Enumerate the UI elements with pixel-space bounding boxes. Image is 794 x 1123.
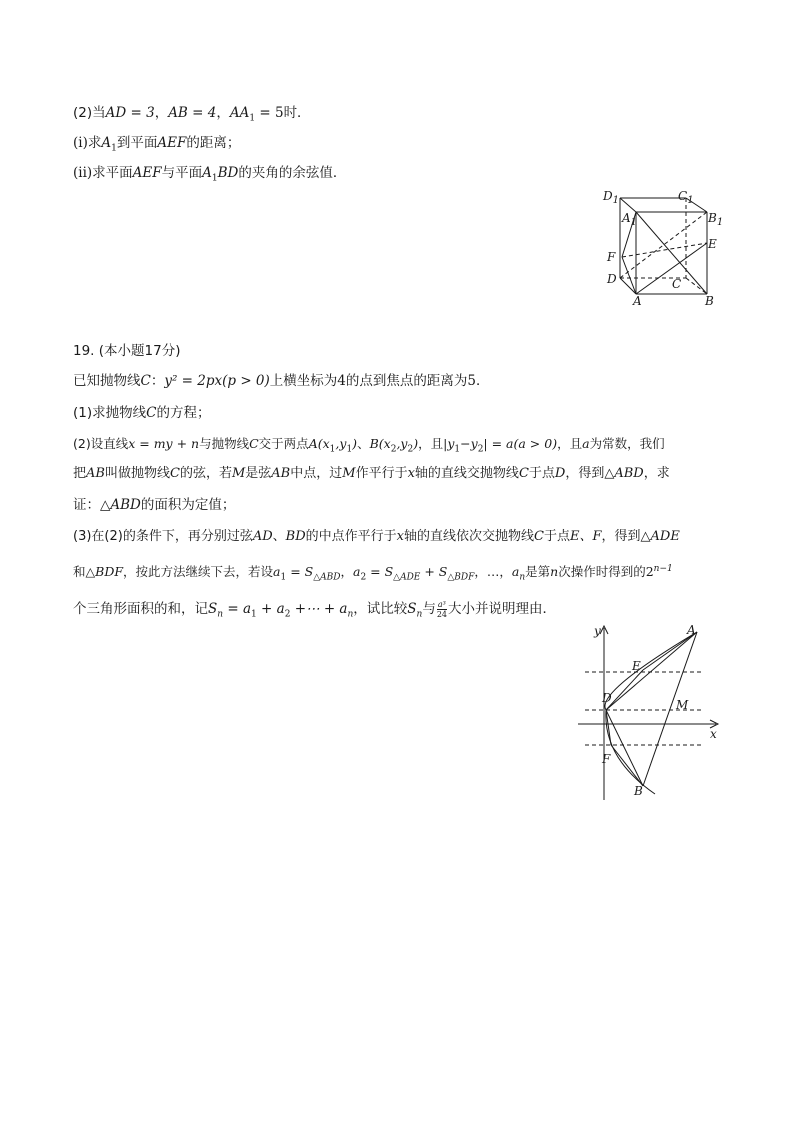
math: AEF bbox=[132, 165, 162, 181]
math: A bbox=[101, 135, 112, 151]
text: 为常数，我们 bbox=[589, 436, 665, 451]
text: 、 bbox=[272, 529, 286, 544]
text: 求平面 bbox=[92, 165, 133, 181]
math: △ABD bbox=[100, 497, 141, 513]
text: ， bbox=[216, 105, 230, 121]
math: +⋯ + a bbox=[290, 601, 348, 617]
text: ，按此方法继续下去，若设 bbox=[123, 564, 274, 580]
fraction-denominator: 24 bbox=[436, 609, 447, 619]
cube-figure bbox=[598, 182, 728, 312]
fraction-numerator: a³ bbox=[437, 599, 446, 609]
math: ,y bbox=[396, 436, 408, 451]
parabola-figure bbox=[575, 618, 725, 803]
label-B: B bbox=[705, 294, 714, 308]
math: −y bbox=[460, 436, 478, 451]
text: ，得到 bbox=[601, 529, 641, 544]
math: B(x bbox=[369, 436, 391, 451]
math-sub: 1 bbox=[454, 444, 461, 455]
math-sub: △BDF bbox=[447, 572, 475, 583]
math-sub: 1 bbox=[329, 444, 336, 455]
tag: (i) bbox=[73, 135, 88, 151]
math: AEF bbox=[157, 135, 187, 151]
math: x bbox=[407, 466, 415, 481]
q19-part2-line2 bbox=[73, 464, 670, 484]
text: ，且 bbox=[418, 436, 444, 451]
text: 求 bbox=[87, 135, 102, 151]
label-A: A bbox=[633, 294, 642, 308]
math: x bbox=[396, 529, 405, 544]
math: a bbox=[273, 564, 281, 580]
text: 与抛物线 bbox=[199, 436, 250, 451]
math-sub: 1 bbox=[211, 173, 218, 184]
text: ，求 bbox=[643, 466, 670, 481]
math-sub: 1 bbox=[346, 444, 353, 455]
text: 到平面 bbox=[116, 135, 158, 151]
text: 叫做抛物线 bbox=[104, 466, 170, 481]
text: (2)当 bbox=[73, 105, 106, 121]
math: AB bbox=[271, 466, 291, 481]
q19-part3-line3 bbox=[73, 597, 556, 627]
math: C bbox=[146, 405, 157, 421]
math: |y bbox=[443, 436, 455, 451]
math-sub: △ADE bbox=[393, 572, 421, 583]
label-B1: $B_1$ bbox=[708, 211, 724, 228]
math: 5 bbox=[467, 373, 476, 389]
math: D bbox=[554, 466, 566, 481]
text: ，…， bbox=[474, 564, 512, 580]
label-C1: $C_1$ bbox=[678, 189, 694, 206]
math-sub: 1 bbox=[251, 609, 257, 620]
label-y: y bbox=[594, 624, 601, 638]
math: n bbox=[550, 564, 559, 580]
q19-part2-line1 bbox=[73, 434, 665, 460]
math: C bbox=[249, 436, 259, 451]
text: 19. (本小题17分) bbox=[73, 343, 181, 359]
text: 的中点作平行于 bbox=[305, 529, 397, 544]
text: 于点 bbox=[543, 529, 570, 544]
math: AD bbox=[252, 529, 273, 544]
label-D: D bbox=[602, 691, 612, 705]
text: (3)在(2)的条件下，再分别过弦 bbox=[73, 529, 253, 544]
math: BD bbox=[217, 165, 239, 181]
q19-header bbox=[73, 341, 180, 361]
math: △BDF bbox=[85, 564, 124, 580]
math: C bbox=[140, 373, 151, 389]
math: AB bbox=[86, 466, 105, 481]
label-F: F bbox=[602, 752, 611, 766]
math: △ADE bbox=[640, 529, 680, 544]
math: AB = 4 bbox=[168, 105, 217, 121]
math: ) bbox=[352, 436, 358, 451]
q19-part1 bbox=[73, 403, 210, 423]
math: = S bbox=[366, 564, 394, 580]
math: BD bbox=[285, 529, 306, 544]
text: 是第 bbox=[525, 564, 551, 580]
text: 交于两点 bbox=[258, 436, 309, 451]
math: S bbox=[407, 601, 417, 617]
math: y² = 2px(p > 0) bbox=[164, 373, 270, 389]
math: A(x bbox=[308, 436, 330, 451]
text: 轴的直线依次交抛物线 bbox=[404, 529, 535, 544]
math-sub: 1 bbox=[111, 143, 117, 154]
text: 中点，过 bbox=[290, 466, 343, 481]
label-x: x bbox=[710, 727, 717, 741]
text: 的方程； bbox=[156, 405, 211, 421]
q19-part2-line3 bbox=[73, 495, 235, 515]
math-sup: n−1 bbox=[653, 564, 673, 574]
math: S bbox=[208, 601, 218, 617]
math-sub: 2 bbox=[477, 444, 484, 455]
text: 于点 bbox=[528, 466, 555, 481]
math: AA bbox=[229, 105, 250, 121]
math: E、F bbox=[570, 529, 602, 544]
text: 是弦 bbox=[245, 466, 272, 481]
math-sub: 1 bbox=[249, 113, 256, 124]
math: C bbox=[534, 529, 544, 544]
math: ,y bbox=[335, 436, 347, 451]
math: x = my + n bbox=[128, 436, 200, 451]
math: a bbox=[352, 564, 361, 580]
label-E: E bbox=[708, 237, 717, 251]
part2-question-i bbox=[73, 133, 240, 159]
q19-part3-line1 bbox=[73, 527, 680, 547]
text: 作平行于 bbox=[355, 466, 408, 481]
math: = 5 bbox=[255, 105, 284, 121]
math-sub: 2 bbox=[390, 444, 397, 455]
math: C bbox=[169, 466, 180, 481]
text: 与 bbox=[422, 601, 436, 617]
math: M bbox=[342, 466, 356, 481]
math-sub: 2 bbox=[284, 609, 291, 620]
text: 的距离； bbox=[186, 135, 241, 151]
label-M: M bbox=[676, 698, 689, 712]
math-sub: 1 bbox=[280, 572, 287, 583]
label-A1: $A_1$ bbox=[622, 211, 638, 228]
text: 已知抛物线 bbox=[73, 373, 141, 389]
math-sub: 2 bbox=[407, 444, 414, 455]
label-E: E bbox=[632, 659, 641, 673]
text: 次操作时得到的 bbox=[558, 564, 646, 580]
label-C: C bbox=[672, 277, 682, 291]
text: (2)设直线 bbox=[73, 436, 129, 451]
text: 与平面 bbox=[161, 165, 203, 181]
text: 把 bbox=[73, 466, 87, 481]
math: △ABD bbox=[604, 466, 644, 481]
q19-stem bbox=[73, 371, 489, 391]
text: 上横坐标为 bbox=[269, 373, 338, 389]
q19-part3-line2 bbox=[73, 559, 673, 588]
text: (1)求抛物线 bbox=[73, 405, 147, 421]
math: M bbox=[231, 466, 246, 481]
math-sub: 2 bbox=[360, 572, 367, 583]
text: 的夹角的余弦值． bbox=[238, 165, 347, 181]
math: = S bbox=[286, 564, 314, 580]
math: AD = 3 bbox=[105, 105, 155, 121]
text: 时． bbox=[283, 105, 311, 121]
math-sub: n bbox=[519, 572, 526, 583]
label-F: F bbox=[607, 250, 616, 264]
label-B: B bbox=[634, 784, 643, 798]
text: 个三角形面积的和，记 bbox=[73, 601, 208, 617]
math: + S bbox=[420, 564, 448, 580]
text: ，且 bbox=[557, 436, 583, 451]
text: 的面积为定值； bbox=[140, 497, 236, 513]
text: 的弦，若 bbox=[179, 466, 232, 481]
tag: (ii) bbox=[73, 165, 93, 181]
text: ． bbox=[475, 373, 490, 389]
math: a bbox=[511, 564, 520, 580]
math-sub: n bbox=[347, 609, 354, 620]
text: 轴的直线交抛物线 bbox=[414, 466, 519, 481]
fraction bbox=[437, 600, 447, 619]
math: C bbox=[518, 466, 529, 481]
text: 证： bbox=[73, 497, 100, 513]
text: 的点到焦点的距离为 bbox=[345, 373, 468, 389]
math: + a bbox=[256, 601, 285, 617]
math: 2 bbox=[645, 564, 654, 580]
label-A: A bbox=[687, 623, 696, 637]
text: ， bbox=[340, 564, 353, 580]
label-D1: $D_1$ bbox=[603, 189, 619, 206]
math-sub: n bbox=[416, 609, 423, 620]
math: | = a(a > 0) bbox=[483, 436, 558, 451]
math-sub: n bbox=[217, 609, 224, 620]
math: A bbox=[202, 165, 212, 181]
part2-condition bbox=[73, 103, 311, 129]
text: 大小并说明理由． bbox=[448, 601, 556, 617]
part2-question-ii bbox=[73, 163, 346, 189]
math: = a bbox=[223, 601, 251, 617]
text: ， bbox=[154, 105, 169, 121]
text: 、 bbox=[357, 436, 370, 451]
text: ： bbox=[150, 373, 165, 389]
text: 和 bbox=[73, 564, 86, 580]
math-sub: △ABD bbox=[313, 572, 341, 583]
label-D: D bbox=[607, 272, 617, 286]
text: ，得到 bbox=[565, 466, 605, 481]
math: ) bbox=[413, 436, 419, 451]
text: ，试比较 bbox=[353, 601, 408, 617]
math: 4 bbox=[337, 373, 346, 389]
math: a bbox=[582, 436, 590, 451]
